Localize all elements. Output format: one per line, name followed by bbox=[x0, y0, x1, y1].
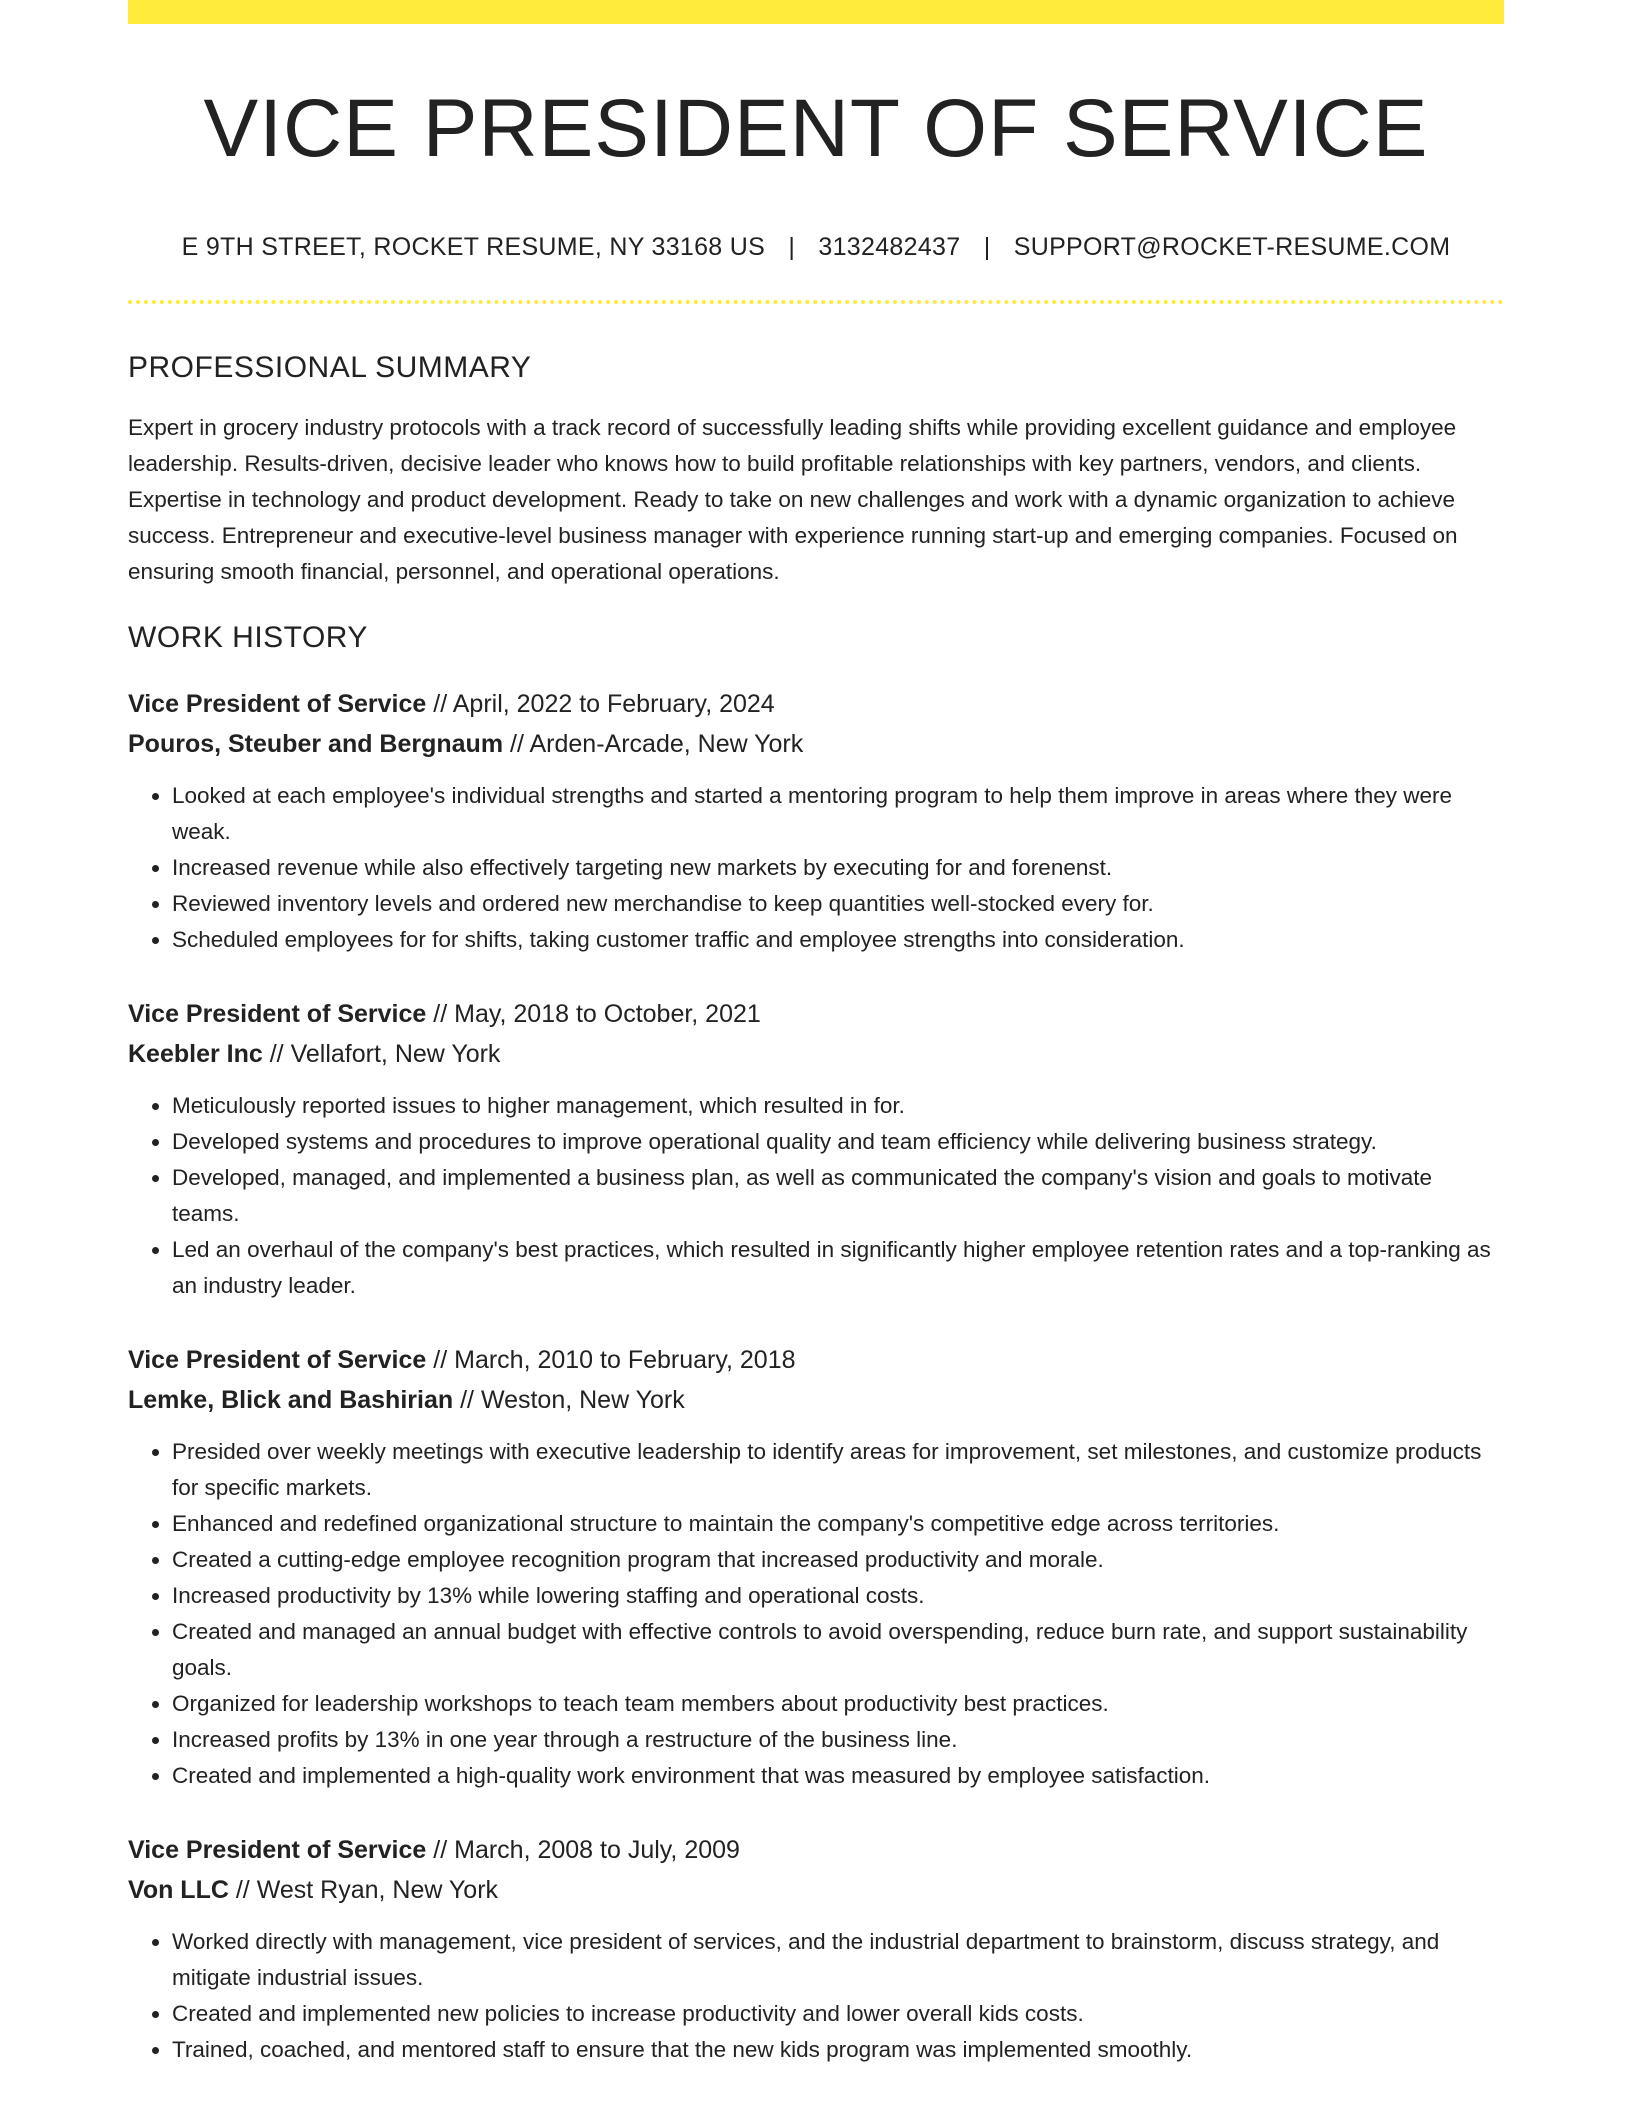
job-bullet: • Increased productivity by 13% while lowering staffing and operational costs. bbox=[172, 1578, 1504, 1614]
job-bullet: • Created and managed an annual budget with effective controls to avoid overspending, reduce burn rate, and support sustainability goals. bbox=[172, 1614, 1504, 1686]
job-divider: // bbox=[433, 1000, 448, 1029]
job-bullet: • Developed, managed, and implemented a business plan, as well as communicated the company's vision and goals to motivate teams. bbox=[172, 1160, 1504, 1232]
resume-name-heading: VICE PRESIDENT OF SERVICE bbox=[203, 83, 1429, 174]
job-company: Lemke, Blick and Bashirian bbox=[128, 1386, 454, 1415]
summary-heading: PROFESSIONAL SUMMARY bbox=[128, 351, 532, 385]
job-company: Von LLC bbox=[128, 1876, 229, 1905]
accent-top-bar bbox=[128, 0, 1504, 24]
job-title-line bbox=[128, 1340, 1504, 1380]
job-bullet: • Developed systems and procedures to improve operational quality and team efficiency while delivering business strategy. bbox=[172, 1124, 1504, 1160]
job-bullet: • Meticulously reported issues to higher management, which resulted in for. bbox=[172, 1088, 1504, 1124]
work-history-heading: WORK HISTORY bbox=[128, 621, 368, 655]
job-bullet: • Created and implemented a high-quality work environment that was measured by employee satisfaction. bbox=[172, 1758, 1504, 1794]
job-company-line bbox=[128, 1034, 1504, 1074]
job-divider: // bbox=[269, 1040, 284, 1069]
job-title: Vice President of Service bbox=[128, 1836, 427, 1865]
contact-separator: | bbox=[983, 233, 991, 262]
job-entry bbox=[128, 1830, 1504, 2068]
summary-text: Expert in grocery industry protocols with a track record of successfully leading shifts while providing excellent guidance and employee leadership. Results-driven, decisive leader who knows how to build profitable relationships with key partners, vendors, and clients. Expertise in technology and product development. Ready to take on new challenges and work with a dynamic organization to achieve success. Entrepreneur and executive-level business manager with experience running start-up and emerging companies. Focused on ensuring smooth financial, personnel, and operational operations. bbox=[128, 415, 1458, 585]
job-location: Arden-Arcade, New York bbox=[529, 730, 804, 759]
job-bullet: • Reviewed inventory levels and ordered new merchandise to keep quantities well-stocked every for. bbox=[172, 886, 1504, 922]
job-entry bbox=[128, 684, 1504, 958]
job-dates: May, 2018 to October, 2021 bbox=[454, 1000, 761, 1029]
resume-page bbox=[128, 0, 1504, 2068]
job-location: Weston, New York bbox=[480, 1386, 685, 1415]
job-company-line bbox=[128, 1870, 1504, 1910]
job-bullets bbox=[128, 778, 1504, 958]
job-bullets bbox=[128, 1434, 1504, 1794]
job-bullets bbox=[128, 1924, 1504, 2068]
job-bullet: • Increased profits by 13% in one year through a restructure of the business line. bbox=[172, 1722, 1504, 1758]
job-divider: // bbox=[433, 690, 448, 719]
job-divider: // bbox=[510, 730, 524, 759]
job-bullet: • Increased revenue while also effectively targeting new markets by executing for and forenenst. bbox=[172, 850, 1504, 886]
job-bullet: • Enhanced and redefined organizational structure to maintain the company's competitive edge across territories. bbox=[172, 1506, 1504, 1542]
job-company-line bbox=[128, 1380, 1504, 1420]
job-dates: April, 2022 to February, 2024 bbox=[452, 690, 775, 719]
job-title: Vice President of Service bbox=[128, 1000, 427, 1029]
job-company: Keebler Inc bbox=[128, 1040, 263, 1069]
job-dates: March, 2010 to February, 2018 bbox=[454, 1346, 796, 1375]
job-title-line bbox=[128, 994, 1504, 1034]
dotted-divider bbox=[128, 300, 1504, 304]
job-location: West Ryan, New York bbox=[256, 1876, 499, 1905]
job-bullet: • Organized for leadership workshops to teach team members about productivity best practices. bbox=[172, 1686, 1504, 1722]
contact-phone: 3132482437 bbox=[818, 233, 961, 262]
job-bullet: • Looked at each employee's individual strengths and started a mentoring program to help them improve in areas where they were weak. bbox=[172, 778, 1504, 850]
job-company-line bbox=[128, 724, 1504, 764]
job-bullet: • Created and implemented new policies to increase productivity and lower overall kids costs. bbox=[172, 1996, 1504, 2032]
job-title-line bbox=[128, 1830, 1504, 1870]
job-divider: // bbox=[433, 1346, 448, 1375]
job-bullets bbox=[128, 1088, 1504, 1304]
job-entry bbox=[128, 1340, 1504, 1794]
job-bullet: • Led an overhaul of the company's best practices, which resulted in significantly higher employee retention rates and a top-ranking as an industry leader. bbox=[172, 1232, 1504, 1304]
job-location: Vellafort, New York bbox=[290, 1040, 501, 1069]
job-bullet: • Created a cutting-edge employee recognition program that increased productivity and morale. bbox=[172, 1542, 1504, 1578]
job-divider: // bbox=[235, 1876, 250, 1905]
job-bullet: • Presided over weekly meetings with executive leadership to identify areas for improvement, set milestones, and customize products for specific markets. bbox=[172, 1434, 1504, 1506]
job-company: Pouros, Steuber and Bergnaum bbox=[128, 730, 504, 759]
job-bullet: • Worked directly with management, vice president of services, and the industrial department to brainstorm, discuss strategy, and mitigate industrial issues. bbox=[172, 1924, 1504, 1996]
job-title: Vice President of Service bbox=[128, 1346, 427, 1375]
contact-email: SUPPORT@ROCKET-RESUME.COM bbox=[1013, 233, 1451, 262]
job-bullet: • Trained, coached, and mentored staff to ensure that the new kids program was implemented smoothly. bbox=[172, 2032, 1504, 2068]
job-divider: // bbox=[460, 1386, 474, 1415]
job-title-line bbox=[128, 684, 1504, 724]
job-dates: March, 2008 to July, 2009 bbox=[454, 1836, 740, 1865]
job-list bbox=[128, 684, 1504, 2068]
job-bullet: • Scheduled employees for for shifts, taking customer traffic and employee strengths into consideration. bbox=[172, 922, 1504, 958]
contact-line bbox=[128, 232, 1504, 262]
job-entry bbox=[128, 994, 1504, 1304]
contact-separator: | bbox=[788, 233, 796, 262]
contact-address: E 9TH STREET, ROCKET RESUME, NY 33168 US bbox=[181, 233, 766, 262]
job-title: Vice President of Service bbox=[128, 690, 427, 719]
job-divider: // bbox=[433, 1836, 448, 1865]
